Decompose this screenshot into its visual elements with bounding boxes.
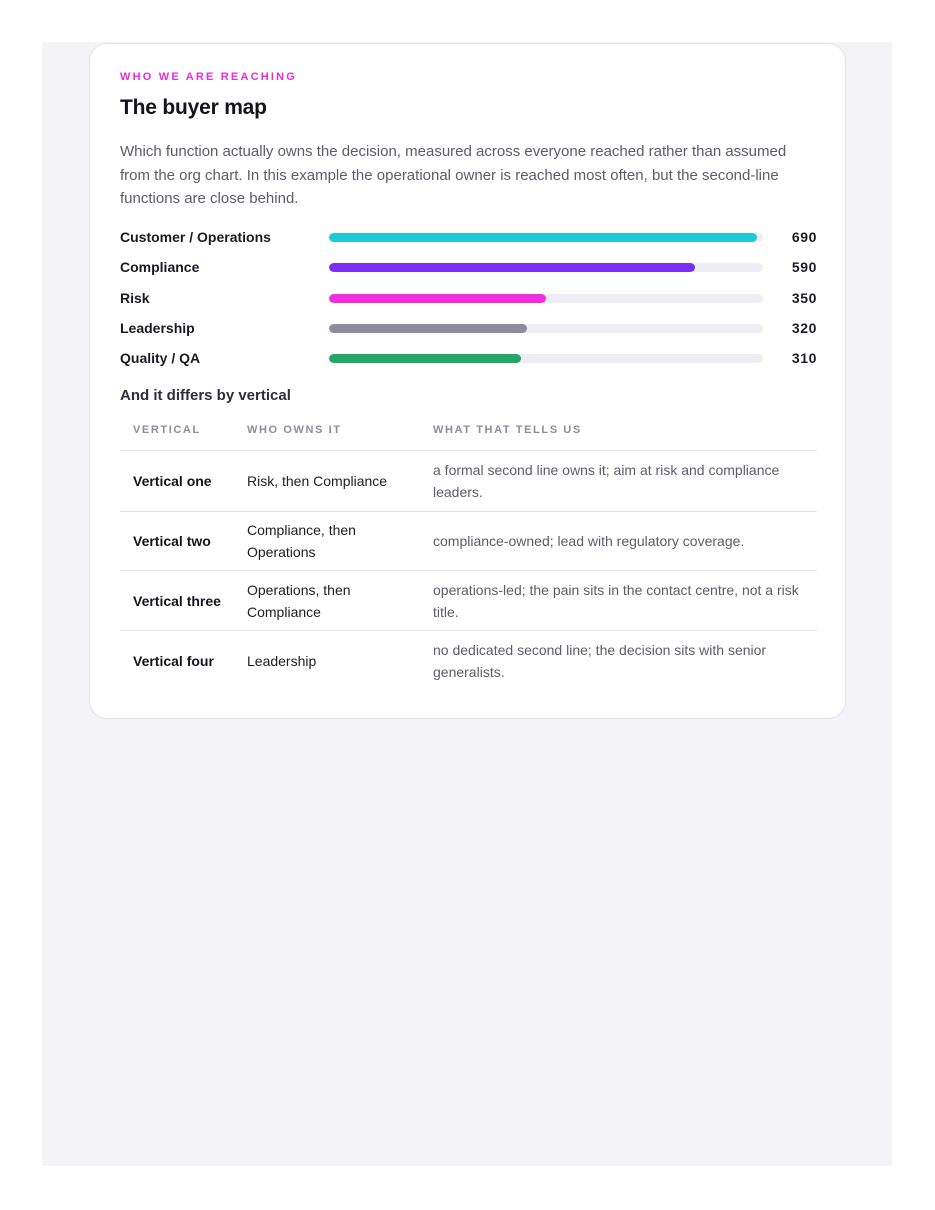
table-row [120,451,817,512]
owner-cell: Compliance, then Operations [234,512,420,571]
bar-track [329,324,763,333]
bar-track [329,263,763,272]
bar-category-label: Quality / QA [120,350,201,367]
section-eyebrow: WHO WE ARE REACHING [120,71,298,83]
bar-track [329,294,763,303]
bar [329,233,757,242]
bar-value-label: 310 [791,350,817,367]
owner-cell: Leadership [247,652,317,669]
bar-track [329,233,763,242]
intro-paragraph: Which function actually owns the decision, measured across everyone reached rather than assumed from the org chart. In this example the operational owner is reached most often, but the second-line functions are close behind. [120,143,787,207]
table-row [120,512,817,571]
bar [329,294,546,303]
bar-category-label: Customer / Operations [120,229,271,245]
owner-cell: Operations, then Compliance [234,571,420,631]
bar-value-label: 590 [791,259,817,276]
bar-row [120,288,817,308]
insight-cell: no dedicated second line; the decision sits with senior generalists. [433,641,767,680]
vertical-table [120,410,817,691]
bar [329,324,527,333]
table-header-row [120,410,817,451]
insight-cell: operations-led; the pain sits in the contact centre, not a risk title. [420,571,817,631]
bar-category-label: Compliance [120,259,200,276]
bar [329,354,521,363]
bar-row [120,318,817,338]
bar-value-label: 320 [791,319,817,336]
buyer-map-card [89,43,846,719]
bar-row [120,227,817,247]
vertical-subheading: And it differs by vertical [120,387,291,404]
owner-cell: Risk, then Compliance [234,451,420,512]
bar-track [329,354,763,363]
column-header-vertical: VERTICAL [120,410,234,451]
buyer-function-bar-chart [120,227,817,367]
vertical-cell: Vertical three [120,571,234,631]
table-row [120,631,817,691]
bar-category-label: Risk [120,289,150,306]
vertical-cell: Vertical four [133,652,214,669]
bar-row [120,348,817,368]
bar-category-label: Leadership [120,319,195,336]
column-header-insight: WHAT THAT TELLS US [420,410,817,451]
bar-value-label: 350 [791,289,817,306]
insight-cell: a formal second line owns it; aim at risk and compliance leaders. [420,451,817,512]
bar-value-label: 690 [791,229,817,245]
insight-cell: compliance-owned; lead with regulatory coverage. [420,512,817,571]
bar [329,263,695,272]
vertical-cell: Vertical two [120,512,234,571]
table-row [120,571,817,631]
column-header-owner: WHO OWNS IT [234,410,420,451]
vertical-cell: Vertical one [120,451,234,512]
bar-row [120,257,817,277]
card-title: The buyer map [120,96,267,119]
